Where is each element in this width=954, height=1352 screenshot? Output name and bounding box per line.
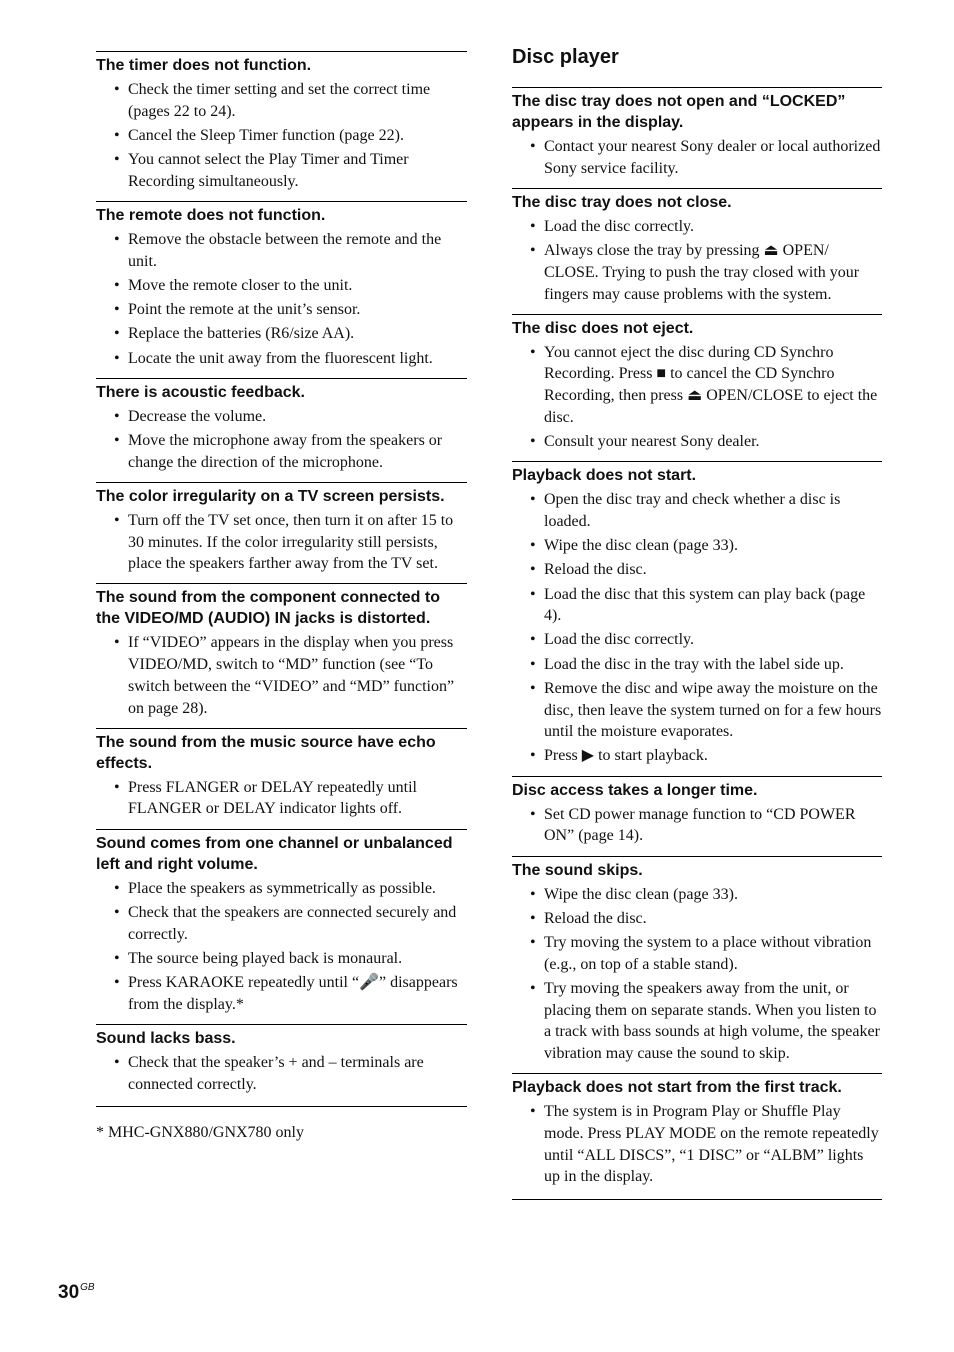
left-issue-block (96, 482, 467, 584)
page-number (58, 1282, 95, 1304)
solution-list (96, 878, 467, 1016)
right-issue-block (512, 314, 882, 462)
solution-item: • Move the microphone away from the speakers or change the direction of the microphone. (96, 430, 467, 473)
issue-heading: The timer does not function. (96, 57, 312, 74)
issue-heading: Playback does not start from the first track. (512, 1079, 842, 1097)
solution-item: • Press ▶ to start playback. (512, 745, 882, 767)
solution-list (512, 489, 882, 767)
right-blocks (512, 87, 882, 1200)
solution-item: • Remove the obstacle between the remote and the unit. (96, 229, 467, 272)
solution-item: • Check that the speakers are connected securely and correctly. (96, 902, 467, 945)
solution-item: • Cancel the Sleep Timer function (page 22). (96, 125, 467, 147)
solution-item: • If “VIDEO” appears in the display when you press VIDEO/MD, switch to “MD” function (see “To switch between the “VIDEO” and “MD” function” on page 28). (96, 632, 467, 719)
issue-heading: The remote does not function. (96, 207, 326, 225)
solution-list (96, 777, 467, 820)
solution-item: • The system is in Program Play or Shuffle Play mode. Press PLAY MODE on the remote repeatedly until “ALL DISCS”, “1 DISC” or “ALBM” lights up in the display. (512, 1101, 882, 1188)
issue-heading: The sound from the component connected to the VIDEO/MD (AUDIO) IN jacks is distorted. (96, 589, 440, 628)
issue-heading: The sound from the music source have echo effects. (96, 733, 436, 772)
solution-item: • You cannot eject the disc during CD Synchro Recording. Press ■ to cancel the CD Synchro Recording, then press ⏏ OPEN/CLOSE to eject the disc. (512, 342, 882, 429)
solution-item: • Locate the unit away from the fluorescent light. (96, 348, 467, 370)
page-number-value: 30 (58, 1282, 80, 1303)
solution-list (96, 229, 467, 369)
solution-item: • Turn off the TV set once, then turn it on after 15 to 30 minutes. If the color irregularity still persists, place the speakers farther away from the TV set. (96, 510, 467, 575)
solution-item: • Press KARAOKE repeatedly until “🎤” disappears from the display.* (96, 972, 467, 1015)
left-issue-block (96, 583, 467, 727)
solution-item: • Decrease the volume. (96, 406, 467, 428)
right-issue-block (512, 856, 882, 1074)
page-number-suffix: GB (80, 1282, 95, 1293)
issue-heading: The color irregularity on a TV screen persists. (96, 487, 445, 505)
solution-item: • The source being played back is monaural. (96, 948, 467, 970)
solution-item: • Reload the disc. (512, 908, 882, 930)
solution-list (96, 406, 467, 474)
solution-item: • Load the disc that this system can play back (page 4). (512, 584, 882, 627)
right-issue-block (512, 776, 882, 856)
left-column (96, 51, 467, 1107)
solution-item: • Set CD power manage function to “CD POWER ON” (page 14). (512, 804, 882, 847)
issue-heading: Playback does not start. (512, 467, 697, 485)
solution-list (512, 1101, 882, 1188)
left-issue-block (96, 201, 467, 378)
right-issue-block (512, 461, 882, 775)
solution-item: • Open the disc tray and check whether a disc is loaded. (512, 489, 882, 532)
right-issue-block (512, 188, 882, 314)
solution-item: • Move the remote closer to the unit. (96, 275, 467, 297)
solution-list (96, 510, 467, 575)
issue-heading: The sound skips. (512, 861, 643, 879)
solution-item: • Load the disc correctly. (512, 216, 882, 238)
right-column (512, 44, 882, 1200)
solution-list (512, 216, 882, 305)
solution-item: • Place the speakers as symmetrically as possible. (96, 878, 467, 900)
solution-item: • Point the remote at the unit’s sensor. (96, 299, 467, 321)
left-issue-block (96, 829, 467, 1024)
solution-list (512, 342, 882, 453)
issue-heading: The disc tray does not open and “LOCKED” appears in the display. (512, 93, 846, 131)
solution-item: • Contact your nearest Sony dealer or local authorized Sony service facility. (512, 136, 882, 179)
section-title: Disc player (512, 46, 619, 68)
solution-item: • Check that the speaker’s + and – terminals are connected correctly. (96, 1052, 467, 1095)
left-issue-block (96, 728, 467, 829)
solution-item: • Press FLANGER or DELAY repeatedly until FLANGER or DELAY indicator lights off. (96, 777, 467, 820)
solution-item: • Always close the tray by pressing ⏏ OPEN/ CLOSE. Trying to push the tray closed with your fingers may cause problems with the system. (512, 240, 882, 305)
solution-item: • Try moving the speakers away from the unit, or placing them on separate stands. When you listen to a track with bass sounds at high volume, the speaker vibration may cause the sound to skip. (512, 978, 882, 1065)
solution-item: • Wipe the disc clean (page 33). (512, 535, 882, 557)
solution-item: • Load the disc in the tray with the label side up. (512, 654, 882, 676)
solution-list (96, 1052, 467, 1095)
solution-item: • Wipe the disc clean (page 33). (512, 884, 882, 906)
issue-heading: The disc does not eject. (512, 319, 694, 337)
issue-heading: The disc tray does not close. (512, 193, 732, 211)
solution-item: • Replace the batteries (R6/size AA). (96, 323, 467, 345)
solution-list (512, 804, 882, 847)
issue-heading: Sound lacks bass. (96, 1029, 236, 1047)
solution-item: • Consult your nearest Sony dealer. (512, 431, 882, 453)
solution-list (96, 632, 467, 719)
solution-list (512, 884, 882, 1065)
solution-item: • Check the timer setting and set the correct time (pages 22 to 24). (96, 79, 467, 122)
issue-heading: There is acoustic feedback. (96, 383, 305, 401)
solution-item: • Load the disc correctly. (512, 629, 882, 651)
solution-item: • Try moving the system to a place without vibration (e.g., on top of a stable stand). (512, 932, 882, 975)
left-issue-block (96, 378, 467, 482)
solution-item: • Remove the disc and wipe away the moisture on the disc, then leave the system turned on for a few hours until the moisture evaporates. (512, 678, 882, 743)
right-issue-block (512, 1073, 882, 1199)
solution-item: • Reload the disc. (512, 559, 882, 581)
issue-heading: Disc access takes a longer time. (512, 781, 758, 799)
footnote: * MHC-GNX880/GNX780 only (96, 1124, 304, 1141)
left-issue-block (96, 1024, 467, 1107)
left-issue-block (96, 51, 467, 201)
issue-heading: Sound comes from one channel or unbalanced left and right volume. (96, 834, 453, 873)
right-issue-block (512, 87, 882, 188)
solution-list (512, 136, 882, 179)
solution-list (96, 79, 467, 193)
solution-item: • You cannot select the Play Timer and Timer Recording simultaneously. (96, 149, 467, 192)
